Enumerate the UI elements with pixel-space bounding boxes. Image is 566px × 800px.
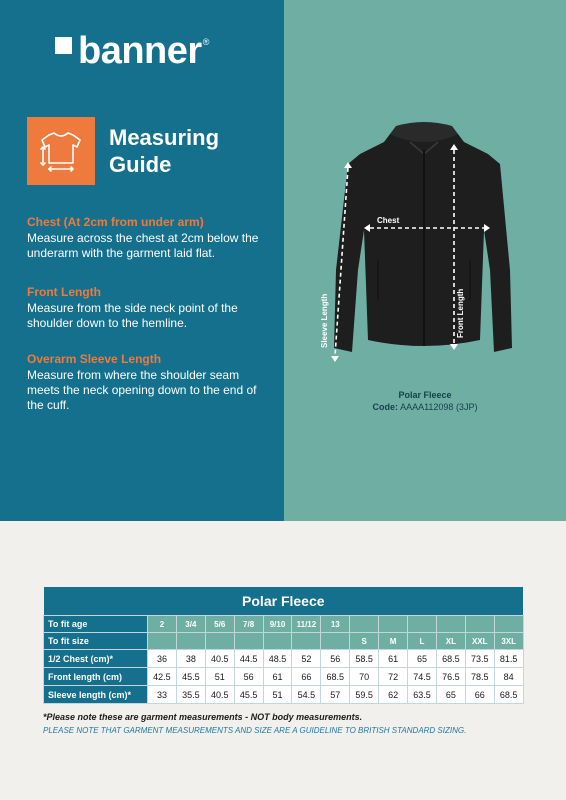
table-cell: 45.5 — [176, 668, 205, 686]
table-cell: 78.5 — [465, 668, 494, 686]
table-cell — [465, 616, 494, 633]
table-cell: L — [408, 633, 437, 650]
table-cell: 81.5 — [494, 650, 523, 668]
table-cell — [321, 633, 350, 650]
table-cell: 38 — [176, 650, 205, 668]
table-cell: 56 — [321, 650, 350, 668]
table-cell: 51 — [263, 686, 292, 704]
table-cell: M — [379, 633, 408, 650]
product-name: Polar Fleece — [398, 390, 452, 400]
measure-front-length — [27, 285, 267, 331]
sizing-guideline-note: PLEASE NOTE THAT GARMENT MEASUREMENTS AND SIZE ARE A GUIDELINE TO BRITISH STANDARD SIZING. — [43, 726, 467, 735]
fit-age-row — [44, 616, 524, 633]
table-cell: 51 — [205, 668, 234, 686]
table-cell: 40.5 — [205, 686, 234, 704]
table-cell — [350, 616, 379, 633]
table-cell: 56 — [234, 668, 263, 686]
garment-measurement-note: *Please note these are garment measurements - NOT body measurements. — [43, 712, 363, 722]
measure-chest-heading: Chest (At 2cm from under arm) — [27, 215, 204, 229]
table-cell: 45.5 — [234, 686, 263, 704]
measure-chest-text: Measure across the chest at 2cm below the underarm with the garment laid flat. — [27, 231, 259, 260]
logo-square-icon — [55, 37, 72, 54]
table-cell: S — [350, 633, 379, 650]
product-code-value: AAAA112098 (3JP) — [400, 402, 478, 412]
table-cell: 65 — [408, 650, 437, 668]
page-title — [109, 124, 219, 178]
banner-logo — [55, 32, 209, 70]
table-cell: 66 — [465, 686, 494, 704]
row-label: 1/2 Chest (cm)* — [44, 650, 148, 668]
sleeve-measure-label: Sleeve Length — [320, 293, 329, 348]
table-cell: 5/6 — [205, 616, 234, 633]
table-cell — [205, 633, 234, 650]
table-cell — [436, 616, 465, 633]
table-cell: 59.5 — [350, 686, 379, 704]
table-cell: 11/12 — [292, 616, 321, 633]
table-cell: 66 — [292, 668, 321, 686]
fit-age-label: To fit age — [44, 616, 148, 633]
table-cell: 13 — [321, 616, 350, 633]
measure-sleeve-length-text: Measure from where the shoulder seam meets the neck opening down to the end of the cuff. — [27, 368, 257, 412]
table-cell: 9/10 — [263, 616, 292, 633]
size-table — [43, 587, 524, 704]
table-cell: 74.5 — [408, 668, 437, 686]
table-cell: 3/4 — [176, 616, 205, 633]
table-cell — [408, 616, 437, 633]
table-cell: 70 — [350, 668, 379, 686]
title-line-1: Measuring — [109, 125, 220, 150]
measure-front-length-heading: Front Length — [27, 285, 101, 299]
table-cell: 33 — [148, 686, 177, 704]
table-cell: 58.5 — [350, 650, 379, 668]
table-cell: 42.5 — [148, 668, 177, 686]
logo-registered-mark: ® — [202, 37, 210, 47]
row-label: Sleeve length (cm)* — [44, 686, 148, 704]
fleece-garment-image — [318, 120, 530, 366]
table-cell: 76.5 — [436, 668, 465, 686]
table-cell: 72 — [379, 668, 408, 686]
table-cell: 68.5 — [321, 668, 350, 686]
table-row — [44, 650, 524, 668]
table-title-row — [44, 587, 524, 616]
table-cell: XXL — [465, 633, 494, 650]
table-cell: 40.5 — [205, 650, 234, 668]
row-label: Front length (cm) — [44, 668, 148, 686]
front-measure-label: Front Length — [456, 288, 465, 338]
tshirt-measure-icon — [27, 117, 95, 185]
table-cell: 35.5 — [176, 686, 205, 704]
title-line-2: Guide — [109, 152, 172, 177]
chest-measure-label: Chest — [377, 216, 400, 225]
table-cell: XL — [436, 633, 465, 650]
table-cell: 68.5 — [436, 650, 465, 668]
measure-sleeve-length — [27, 352, 267, 413]
table-cell: 2 — [148, 616, 177, 633]
measure-sleeve-length-heading: Overarm Sleeve Length — [27, 352, 162, 366]
fit-size-row — [44, 633, 524, 650]
table-cell: 48.5 — [263, 650, 292, 668]
table-cell — [292, 633, 321, 650]
measure-front-length-text: Measure from the side neck point of the shoulder down to the hemline. — [27, 301, 238, 330]
product-code-label: Code: — [372, 402, 399, 412]
table-cell: 57 — [321, 686, 350, 704]
table-cell: 36 — [148, 650, 177, 668]
table-cell: 84 — [494, 668, 523, 686]
table-cell: 63.5 — [408, 686, 437, 704]
table-cell — [379, 616, 408, 633]
table-cell — [494, 616, 523, 633]
table-cell: 61 — [379, 650, 408, 668]
table-cell: 68.5 — [494, 686, 523, 704]
table-title: Polar Fleece — [44, 587, 524, 616]
table-cell — [176, 633, 205, 650]
table-row — [44, 668, 524, 686]
table-cell — [234, 633, 263, 650]
table-cell — [263, 633, 292, 650]
table-cell: 54.5 — [292, 686, 321, 704]
table-cell: 52 — [292, 650, 321, 668]
table-cell: 61 — [263, 668, 292, 686]
table-cell: 44.5 — [234, 650, 263, 668]
measure-chest — [27, 215, 267, 261]
table-row — [44, 686, 524, 704]
logo-text: banner — [78, 30, 202, 72]
table-cell: 7/8 — [234, 616, 263, 633]
product-code — [284, 402, 566, 412]
table-cell — [148, 633, 177, 650]
table-cell: 3XL — [494, 633, 523, 650]
table-cell: 73.5 — [465, 650, 494, 668]
fit-size-label: To fit size — [44, 633, 148, 650]
table-cell: 65 — [436, 686, 465, 704]
table-cell: 62 — [379, 686, 408, 704]
